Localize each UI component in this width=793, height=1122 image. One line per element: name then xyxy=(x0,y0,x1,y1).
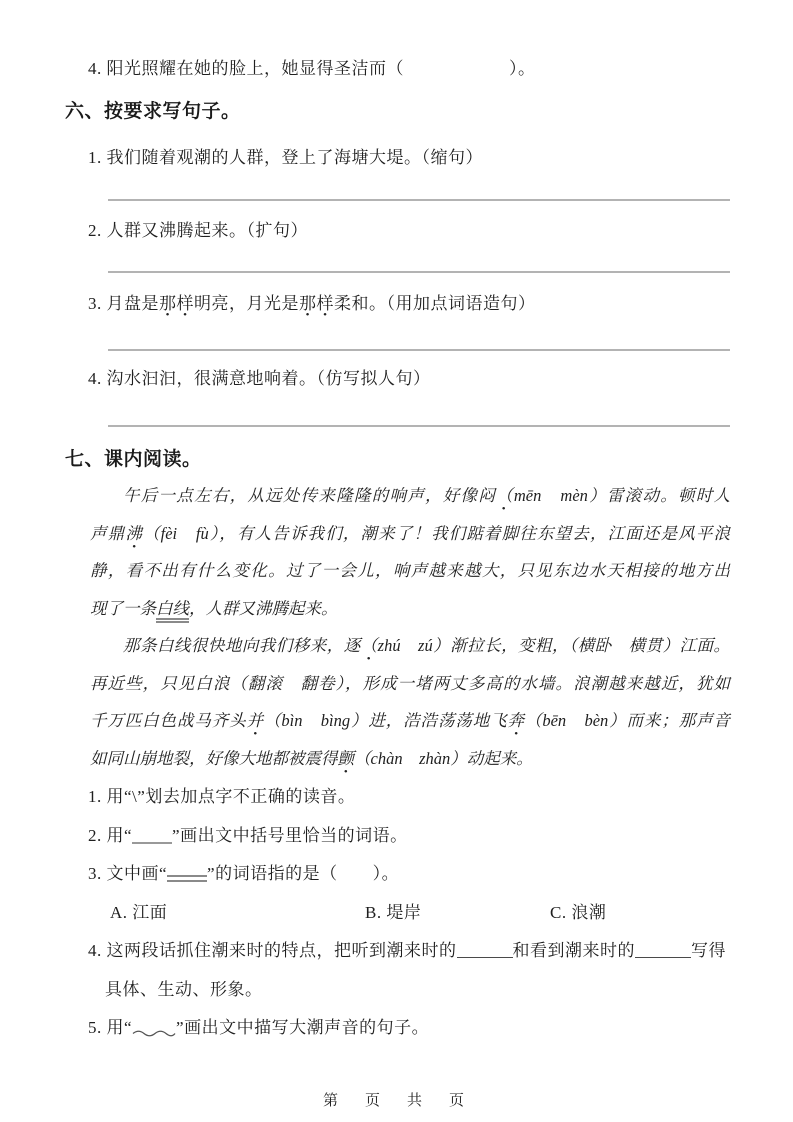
question-7-5 xyxy=(88,1009,730,1053)
text-segment: ”的词语指的是（ ）。 xyxy=(207,864,400,883)
text-segment: （zhú zú）渐拉长，变粗，（横卧 横贯）江面。 xyxy=(360,636,731,655)
emphasized-char: 那 xyxy=(159,294,177,313)
passage-line xyxy=(90,665,730,703)
text-segment: 3. 月盘是 xyxy=(88,294,159,313)
emphasized-char: 样 xyxy=(176,294,194,313)
page-footer: 第 页 共 页 xyxy=(322,1092,470,1109)
fill-blank-line xyxy=(635,946,691,958)
text-segment: 柔和。（用加点词语造句） xyxy=(334,294,536,313)
text-segment: 4. 这两段话抓住潮来时的特点，把听到潮来时的 xyxy=(88,941,457,960)
answer-line xyxy=(108,271,730,273)
text-segment: （bēn bèn）而来；那声音 xyxy=(524,711,731,730)
emphasized-char: 颤 xyxy=(337,748,354,768)
emphasized-char: 并 xyxy=(246,711,264,730)
text-segment: 那条白线很快地向我们移来， xyxy=(123,636,344,655)
passage-line xyxy=(90,515,730,553)
text-segment: 再近些，只见白浪（翻滚 翻卷），形成一堵两丈多高的水墙。浪潮越来越近，犹如 xyxy=(90,673,730,693)
wavy-underline-mark xyxy=(132,1014,176,1053)
reading-passage xyxy=(90,477,730,777)
text-segment: 明亮，月光是 xyxy=(194,294,299,313)
question-7-3-options xyxy=(110,894,730,933)
question-6-1: 1. 我们随着观潮的人群，登上了海塘大堤。（缩句） xyxy=(88,148,483,167)
option-a: A. 江面 xyxy=(110,902,168,922)
fill-blank-line xyxy=(457,946,513,958)
text-segment: 静，看不出有什么变化。过了一会儿，响声越来越大，只见东边水天相接的地方出 xyxy=(90,561,730,580)
question-5-4: 4. 阳光照耀在她的脸上，她显得圣洁而（ ）。 xyxy=(88,59,536,78)
text-segment: （mēn mèn）雷滚动。顿时人 xyxy=(496,486,731,505)
text-segment: 声鼎 xyxy=(90,523,126,543)
double-underline-mark xyxy=(167,875,207,882)
text-segment: （chàn zhàn）动起来。 xyxy=(354,748,533,768)
section-7-heading: 七、课内阅读。 xyxy=(65,449,202,470)
text-segment: （bìn bìng）进，浩浩荡荡地飞 xyxy=(263,711,508,730)
text-segment: ”画出文中括号里恰当的词语。 xyxy=(172,825,408,845)
text-segment: ”画出文中描写大潮声音的句子。 xyxy=(176,1018,430,1037)
section-6-heading: 六、按要求写句子。 xyxy=(65,101,241,122)
answer-line xyxy=(108,199,730,201)
question-6-4: 4. 沟水汩汩，很满意地响着。（仿写拟人句） xyxy=(88,369,431,388)
passage-line xyxy=(90,477,730,515)
answer-line xyxy=(108,349,730,351)
question-7-2 xyxy=(88,817,730,856)
question-7-1: 1. 用“\”划去加点字不正确的读音。 xyxy=(88,787,356,806)
text-segment: 2. 用“ xyxy=(88,825,133,845)
text-segment: ，人群又沸腾起来。 xyxy=(189,598,338,618)
emphasized-char: 沸 xyxy=(125,523,143,543)
text-segment: 如同山崩地裂，好像大地都被震得 xyxy=(90,748,338,768)
option-b: B. 堤岸 xyxy=(365,902,422,922)
text-segment: 3. 文中画“ xyxy=(88,864,168,883)
emphasized-char: 那 xyxy=(299,294,317,313)
double-underlined-word: 白线 xyxy=(156,599,189,623)
answer-line xyxy=(108,425,730,427)
passage-line xyxy=(90,590,730,628)
single-underline-mark xyxy=(132,832,172,844)
text-segment: 和看到潮来时的 xyxy=(512,941,635,960)
emphasized-char: 样 xyxy=(316,294,334,313)
passage-line xyxy=(90,702,730,740)
text-segment: （fèi fù），有人告诉我们，潮来了！我们踮着脚往东望去，江面还是风平浪 xyxy=(142,523,731,543)
text-segment: 写得具体、生动、形象。 xyxy=(105,941,726,999)
question-6-2: 2. 人群又沸腾起来。（扩句） xyxy=(88,221,308,240)
emphasized-char: 逐 xyxy=(343,636,361,655)
text-segment: 千万匹白色战马齐头 xyxy=(90,711,247,730)
text-segment: 现了一条 xyxy=(90,598,156,618)
question-6-3 xyxy=(88,292,730,316)
emphasized-char: 奔 xyxy=(507,711,525,730)
passage-line xyxy=(90,627,730,665)
question-7-4 xyxy=(88,932,730,1009)
text-segment: 5. 用“ xyxy=(88,1018,133,1037)
option-c: C. 浪潮 xyxy=(550,902,607,922)
text-segment: 午后一点左右，从远处传来隆隆的响声，好像 xyxy=(123,486,479,505)
section-7-questions xyxy=(65,778,730,1053)
passage-line xyxy=(90,552,730,590)
emphasized-char: 闷 xyxy=(478,486,497,505)
question-7-3 xyxy=(88,855,730,894)
passage-line xyxy=(90,740,730,778)
